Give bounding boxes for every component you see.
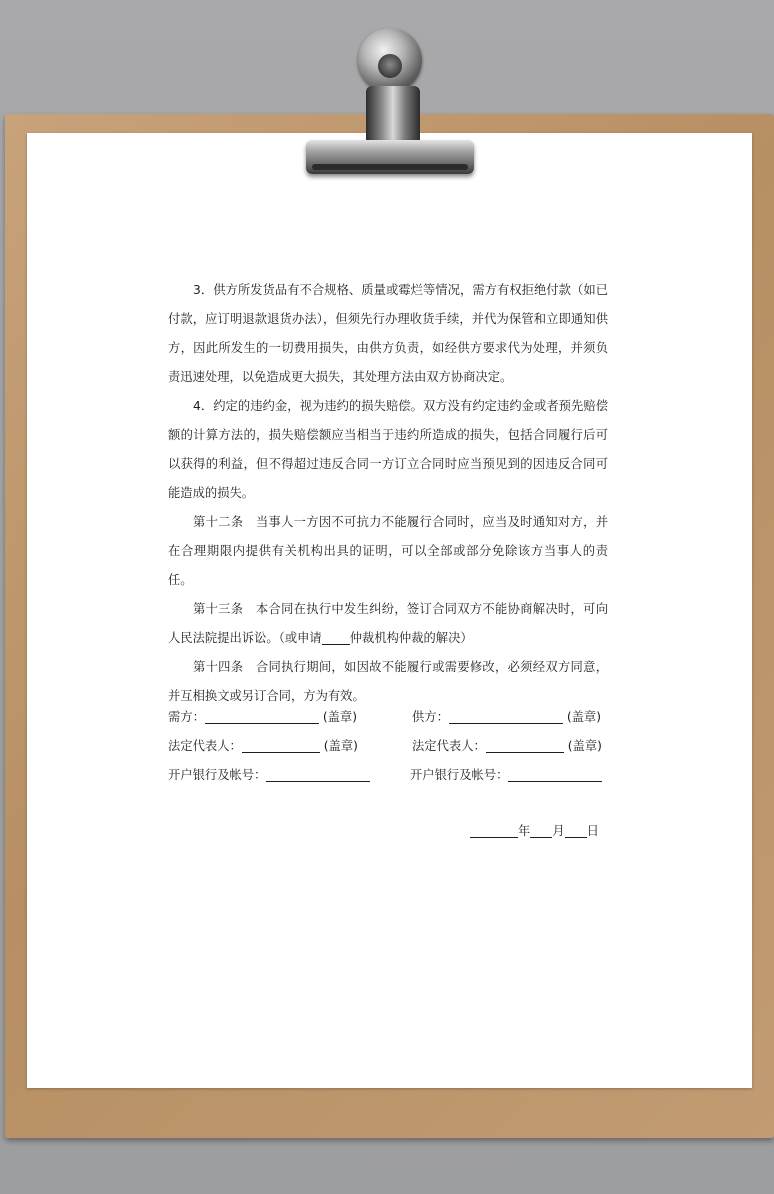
seller-legal-rep-field [412, 735, 602, 757]
buyer-bank-field [168, 764, 370, 786]
buyer-field [168, 706, 357, 728]
seller-legal-rep-seal: (盖章) [567, 739, 602, 753]
clip-base-icon [306, 140, 474, 174]
month-blank [530, 823, 552, 838]
buyer-bank-blank [266, 767, 370, 782]
seller-legal-rep-blank [486, 738, 564, 753]
seller-field [412, 706, 601, 728]
clause-4: 4．约定的违约金，视为违约的损失赔偿。双方没有约定违约金或者预先赔偿额的计算方法的，损失赔偿额应当相当于违约所造成的损失，包括合同履行后可以获得的利益，但不得超过违反合同一方订立合同时应当预见到的因违反合同可能造成的损失。 [168, 399, 608, 500]
month-label: 月 [552, 824, 565, 838]
buyer-bank-label: 开户银行及帐号： [168, 768, 267, 782]
buyer-label: 需方： [168, 710, 205, 724]
year-label: 年 [518, 824, 531, 838]
seller-seal: (盖章) [566, 710, 602, 724]
article-13 [168, 595, 608, 653]
buyer-legal-rep-seal: (盖章) [323, 739, 358, 753]
article-13-text: 第十三条 本合同在执行中发生纠纷，签订合同双方不能协商解决时，可向人民法院提出诉讼。（或申请 [168, 602, 608, 645]
year-blank [470, 823, 518, 838]
article-12: 第十二条 当事人一方因不可抗力不能履行合同时，应当及时通知对方，并在合理期限内提供有关机构出具的证明，可以全部或部分免除该方当事人的责任。 [168, 515, 608, 587]
seller-bank-label: 开户银行及帐号： [410, 768, 509, 782]
signature-row-party [168, 706, 608, 728]
date-line [470, 820, 599, 842]
clip-hole-icon [378, 54, 402, 78]
day-blank [565, 823, 587, 838]
buyer-blank [205, 709, 319, 724]
arbitration-blank [322, 630, 350, 645]
signature-row-bank [168, 764, 608, 786]
buyer-legal-rep-label: 法定代表人： [168, 739, 242, 753]
article-14: 第十四条 合同执行期间，如因故不能履行或需要修改，必须经双方同意，并互相换文或另订合同，方为有效。 [168, 660, 608, 703]
buyer-seal: (盖章) [322, 710, 358, 724]
seller-blank [449, 709, 563, 724]
day-label: 日 [586, 824, 599, 838]
seller-label: 供方： [412, 710, 449, 724]
article-13-text-end: 仲裁机构仲裁的解决） [349, 631, 473, 645]
buyer-legal-rep-blank [242, 738, 320, 753]
signature-row-legal-rep [168, 735, 608, 757]
seller-legal-rep-label: 法定代表人： [412, 739, 486, 753]
seller-bank-field [410, 764, 602, 786]
clause-3: 3．供方所发货品有不合规格、质量或霉烂等情况，需方有权拒绝付款（如已付款，应订明退款退货办法），但须先行办理收货手续，并代为保管和立即通知供方，因此所发生的一切费用损失，由供方负责，如经供方要求代为处理，并须负责迅速处理，以免造成更大损失，其处理方法由双方协商决定。 [168, 283, 608, 384]
buyer-legal-rep-field [168, 735, 358, 757]
seller-bank-blank [508, 767, 602, 782]
clip-neck-icon [366, 86, 420, 144]
contract-body [168, 276, 608, 711]
